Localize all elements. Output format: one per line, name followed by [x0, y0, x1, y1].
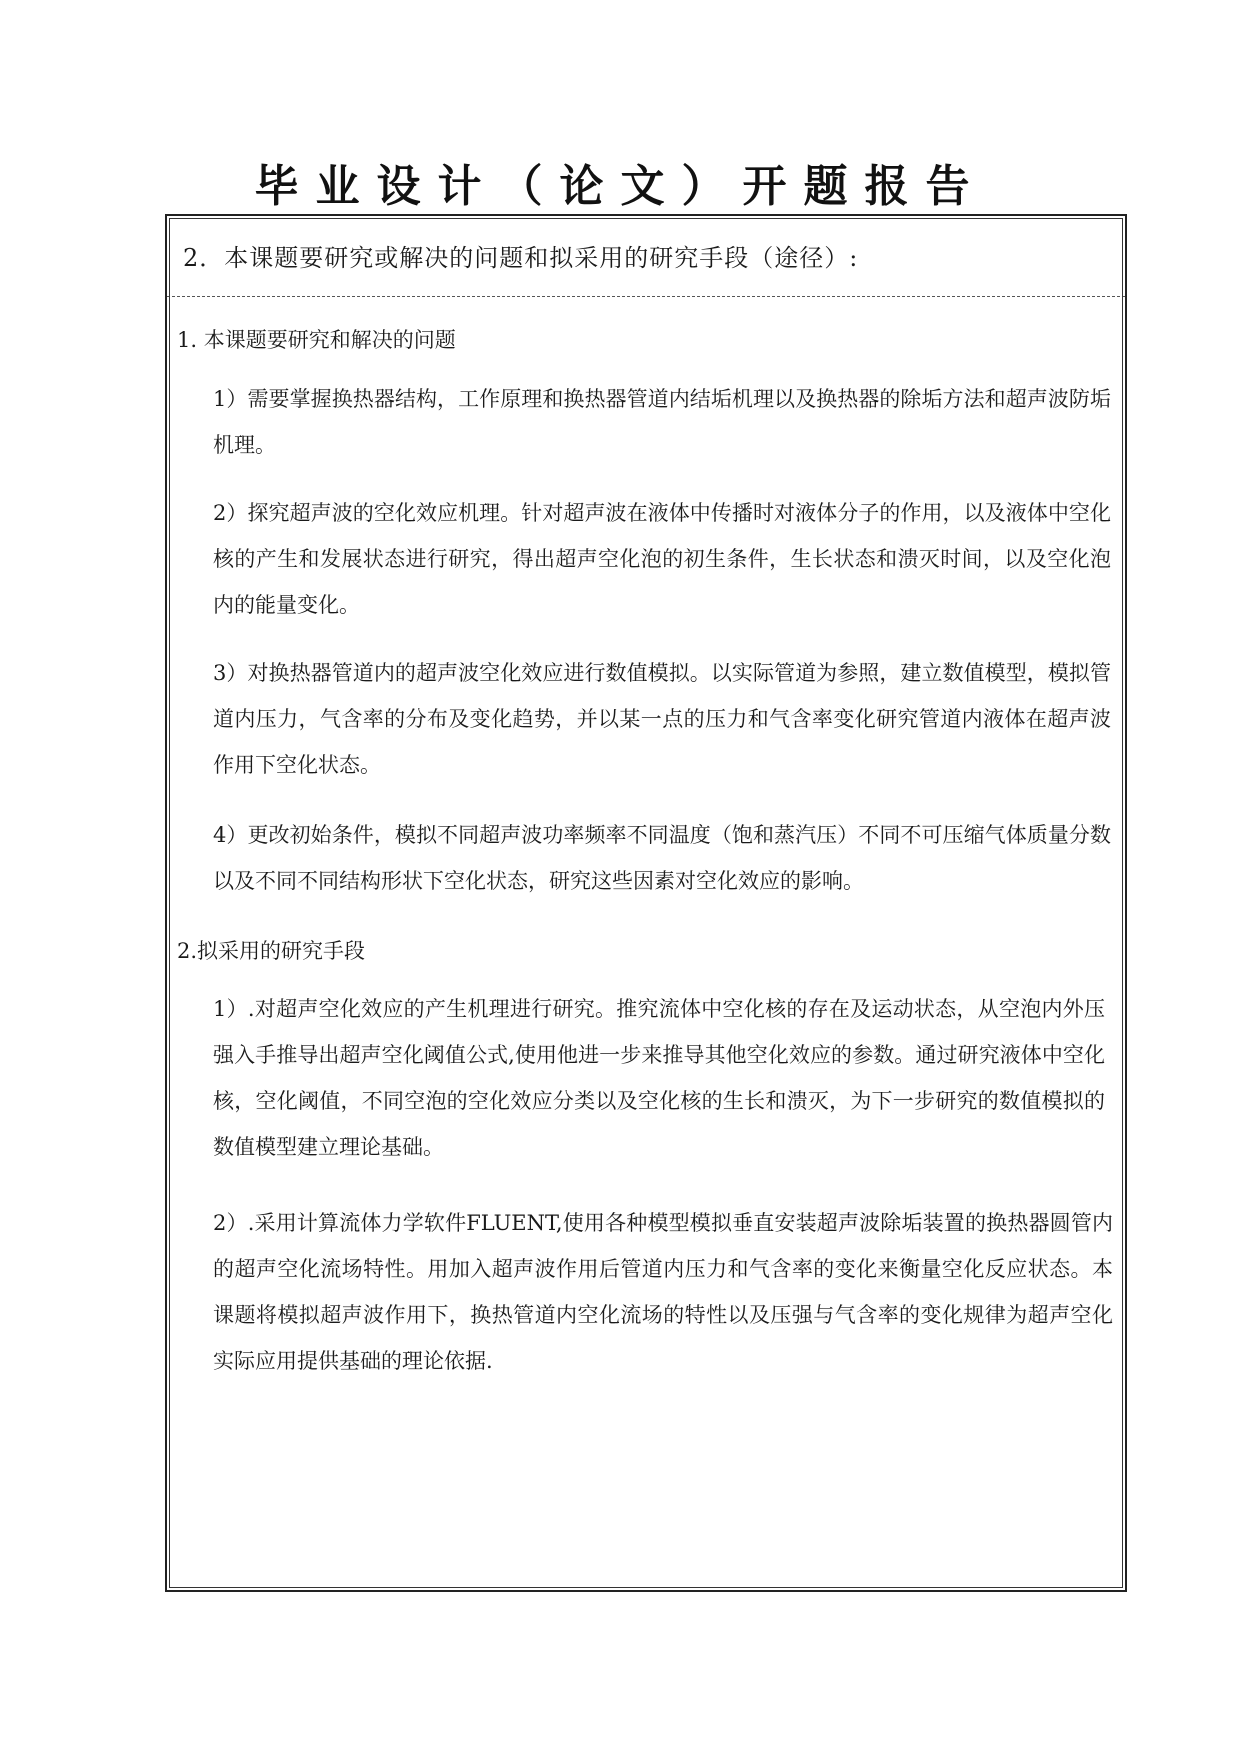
report-frame [165, 214, 1127, 1592]
part1-heading: 1. 本课题要研究和解决的问题 [177, 328, 456, 352]
section-heading: 2．本课题要研究或解决的问题和拟采用的研究手段（途径）: [183, 244, 859, 272]
report-title: 毕业设计（论文）开题报告 [254, 161, 987, 212]
part2-heading: 2.拟采用的研究手段 [177, 939, 366, 963]
part2-item-2: 2）.采用计算流体力学软件FLUENT,使用各种模型模拟垂直安装超声波除垢装置的换热器圆管内的超声空化流场特性。用加入超声波作用后管道内压力和气含率的变化来衡量空化反应状态。本课题将模拟超声波作用下，换热管道内空化流场的特性以及压强与气含率的变化规律为超声空化实际应用提供基础的理论依据. [213, 1211, 1113, 1373]
part1-item-1: 1）需要掌握换热器结构，工作原理和换热器管道内结垢机理以及换热器的除垢方法和超声波防垢机理。 [213, 387, 1111, 457]
part2-item-1: 1）.对超声空化效应的产生机理进行研究。推究流体中空化核的存在及运动状态，从空泡内外压强入手推导出超声空化阈值公式,使用他进一步来推导其他空化效应的参数。通过研究液体中空化核，空化阈值，不同空泡的空化效应分类以及空化核的生长和溃灭，为下一步研究的数值模拟的数值模型建立理论基础。 [213, 997, 1105, 1159]
part1-item-4: 4）更改初始条件，模拟不同超声波功率频率不同温度（饱和蒸汽压）不同不可压缩气体质量分数以及不同不同结构形状下空化状态，研究这些因素对空化效应的影响。 [213, 823, 1111, 893]
part1-item-2: 2）探究超声波的空化效应机理。针对超声波在液体中传播时对液体分子的作用，以及液体中空化核的产生和发展状态进行研究，得出超声空化泡的初生条件，生长状态和溃灭时间，以及空化泡内的能量变化。 [213, 501, 1111, 617]
dashed-divider [167, 296, 1125, 297]
part1-item-3: 3）对换热器管道内的超声波空化效应进行数值模拟。以实际管道为参照，建立数值模型，模拟管道内压力，气含率的分布及变化趋势，并以某一点的压力和气含率变化研究管道内液体在超声波作用下空化状态。 [213, 661, 1111, 777]
